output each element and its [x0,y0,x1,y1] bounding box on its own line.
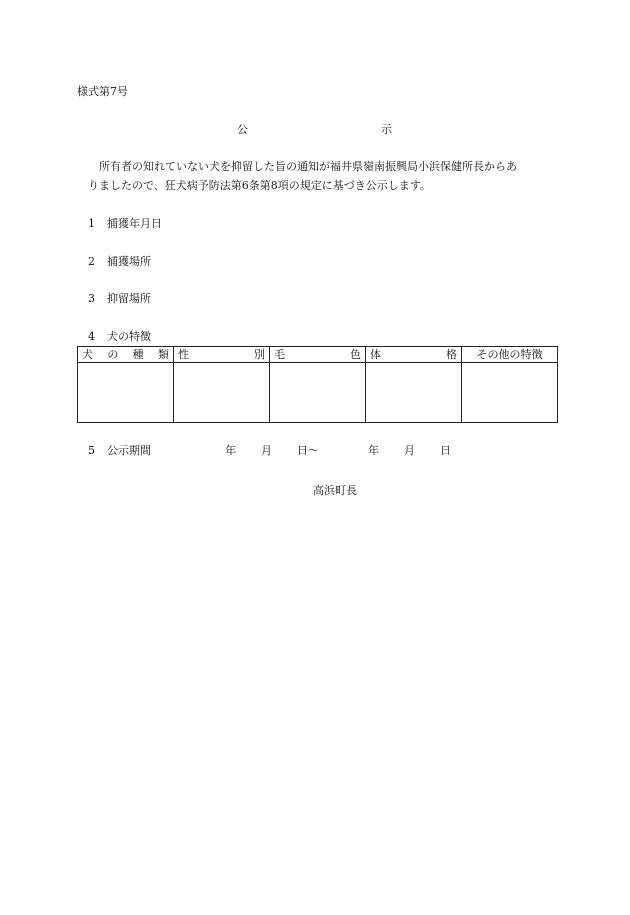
item-number: 1 [88,217,95,230]
header-sex: 性 別 [174,347,270,363]
item-label: 犬の特徴 [107,330,151,343]
period-month-end: 月 [404,444,415,457]
body-text-line-2: りましたので、狂犬病予防法第6条第8項の規定に基づき公示します。 [88,179,431,192]
item-number: 2 [88,255,95,268]
item-detention-place [88,292,151,306]
item-capture-place [88,255,151,269]
header-coat-color: 毛 色 [270,347,366,363]
form-number: 様式第7号 [77,85,128,98]
header-breed: 犬 の 種 類 [78,347,174,363]
signature-town-mayor: 高浜町長 [313,484,357,497]
period-day-end: 日 [440,444,451,457]
table-row [78,363,558,423]
title-char-right: 示 [381,123,392,136]
body-text-line-1: 所有者の知れていない犬を抑留した旨の通知が福井県嶺南振興局小浜保健所長からあ [99,160,517,173]
cell-other-features [462,363,558,423]
item-label: 抑留場所 [107,292,151,305]
table-header-row [78,347,558,363]
item-label: 捕獲場所 [107,255,151,268]
cell-breed [78,363,174,423]
item-dog-features [88,330,151,344]
period-year-start: 年 [225,444,236,457]
cell-coat-color [270,363,366,423]
item-label: 捕獲年月日 [107,217,162,230]
header-other-features: その他の特徴 [462,347,558,363]
cell-build [366,363,462,423]
item-number: 4 [88,330,95,343]
period-year-end: 年 [368,444,379,457]
period-month-start: 月 [261,444,272,457]
item-label: 公示期間 [107,444,151,457]
cell-sex [174,363,270,423]
item-notice-period [88,444,151,458]
item-capture-date [88,217,162,231]
item-number: 3 [88,292,95,305]
dog-features-table [77,346,558,423]
item-number: 5 [88,444,95,457]
header-build: 体 格 [366,347,462,363]
period-day-start: 日～ [297,444,319,457]
title-char-left: 公 [237,123,248,136]
